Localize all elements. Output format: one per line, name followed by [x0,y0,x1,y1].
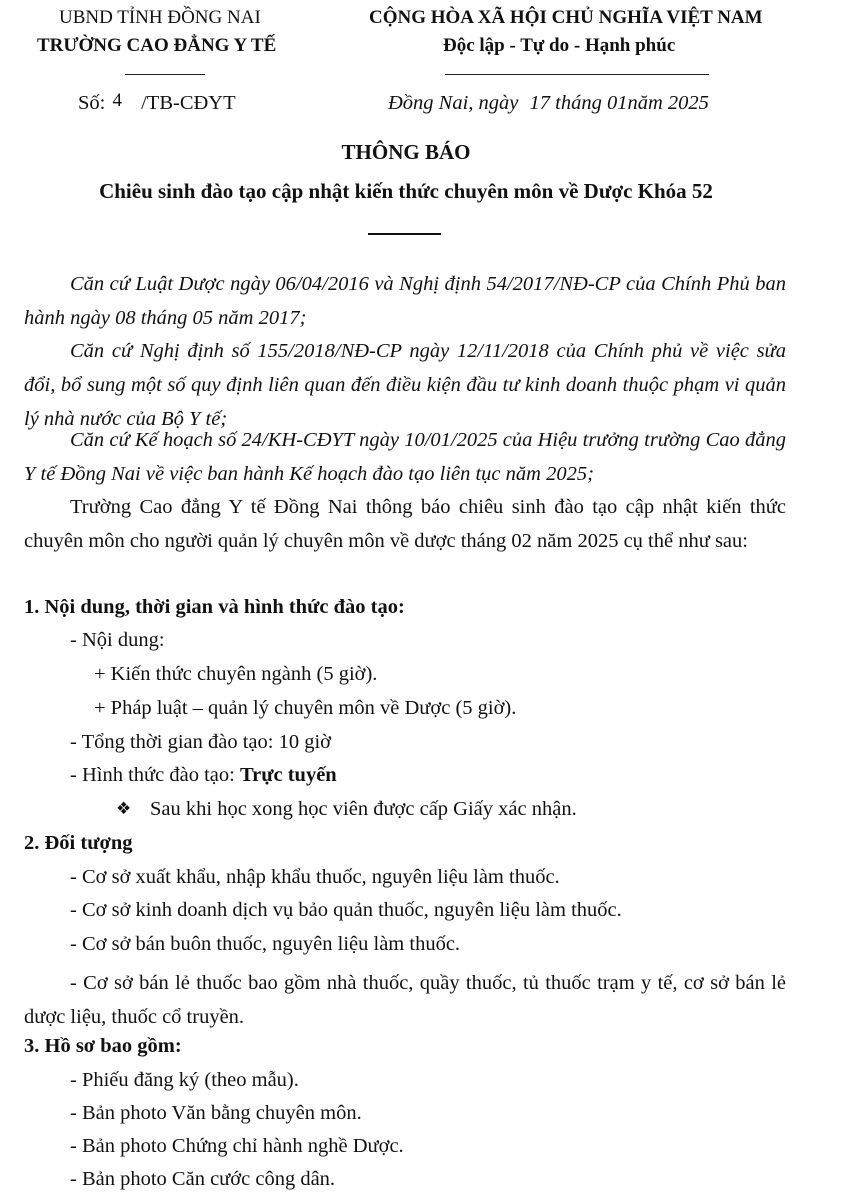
national-title: CỘNG HÒA XÃ HỘI CHỦ NGHĨA VIỆT NAM [369,7,763,28]
section-3-heading: 3. Hồ sơ bao gồm: [24,1035,182,1057]
training-format [70,764,337,787]
legal-basis-2: Căn cứ Nghị định số 155/2018/NĐ-CP ngày 12/11/2018 của Chính phủ về việc sửa đổi, bổ sung một số quy định liên quan đến điều kiện đầu tư kinh doanh thuộc phạm vi quản lý nhà nước của Bộ Y tế; [24,340,786,430]
document-item-4: - Bản photo Căn cước công dân. [70,1168,336,1190]
document-item-3: - Bản photo Chứng chỉ hành nghề Dược. [70,1135,404,1157]
diamond-bullet-icon: ❖ [116,799,132,819]
title-underline [368,233,441,235]
place-date-prefix: Đồng Nai, ngày [388,92,519,114]
target-item-2: - Cơ sở kinh doanh dịch vụ bảo quản thuốc, nguyên liệu làm thuốc. [70,899,622,921]
intro-paragraph: Trường Cao đẳng Y tế Đồng Nai thông báo chiêu sinh đào tạo cập nhật kiến thức chuyên môn cho người quản lý chuyên môn về dược tháng 02 năm 2025 cụ thể như sau: [24,496,786,552]
content-item-1: + Kiến thức chuyên ngành (5 giờ). [94,663,378,685]
date-year: năm 2025 [627,92,709,114]
format-label: - Hình thức đào tạo: [70,764,235,786]
certificate-note: Sau khi học xong học viên được cấp Giấy xác nhận. [150,798,577,820]
format-value: Trực tuyến [239,764,337,786]
notice-title: THÔNG BÁO [341,140,471,164]
section-2-heading: 2. Đối tượng [24,832,133,854]
national-motto: Độc lập - Tự do - Hạnh phúc [443,35,676,56]
date-month-label: tháng [555,92,602,114]
document-item-1: - Phiếu đăng ký (theo mẫu). [70,1069,299,1091]
issuer-school: TRƯỜNG CAO ĐẲNG Y TẾ [37,35,277,56]
document-number [78,92,236,115]
total-time: - Tổng thời gian đào tạo: 10 giờ [70,731,332,753]
content-item-2: + Pháp luật – quản lý chuyên môn về Dược (5 giờ). [94,697,517,719]
motto-underline [445,74,709,75]
doc-number-suffix: /TB-CĐYT [141,92,236,114]
place-date [388,92,709,115]
issuer-province: UBND TỈNH ĐỒNG NAI [59,7,261,28]
content-label: - Nội dung: [70,629,165,651]
date-month: 01 [606,92,628,114]
target-item-3: - Cơ sở bán buôn thuốc, nguyên liệu làm thuốc. [70,933,461,955]
doc-number-prefix: Số: [78,92,106,114]
document-item-2: - Bản photo Văn bằng chuyên môn. [70,1102,362,1124]
date-day: 17 [529,92,551,114]
legal-basis-3: Căn cứ Kế hoạch số 24/KH-CĐYT ngày 10/01/2025 của Hiệu trưởng trường Cao đẳng Y tế Đồng Nai về việc ban hành Kế hoạch đào tạo liên tục năm 2025; [24,429,786,485]
doc-number-value: 4 [112,90,122,111]
section-1-heading: 1. Nội dung, thời gian và hình thức đào tạo: [24,596,405,618]
notice-subtitle: Chiêu sinh đào tạo cập nhật kiến thức chuyên môn về Dược Khóa 52 [99,179,713,203]
issuer-underline [125,74,205,75]
target-item-4: - Cơ sở bán lẻ thuốc bao gồm nhà thuốc, quầy thuốc, tủ thuốc trạm y tế, cơ sở bán lẻ dược liệu, thuốc cổ truyền. [24,972,786,1028]
legal-basis-1: Căn cứ Luật Dược ngày 06/04/2016 và Nghị định 54/2017/NĐ-CP của Chính Phủ ban hành ngày 08 tháng 05 năm 2017; [24,273,786,329]
target-item-1: - Cơ sở xuất khẩu, nhập khẩu thuốc, nguyên liệu làm thuốc. [70,866,560,888]
